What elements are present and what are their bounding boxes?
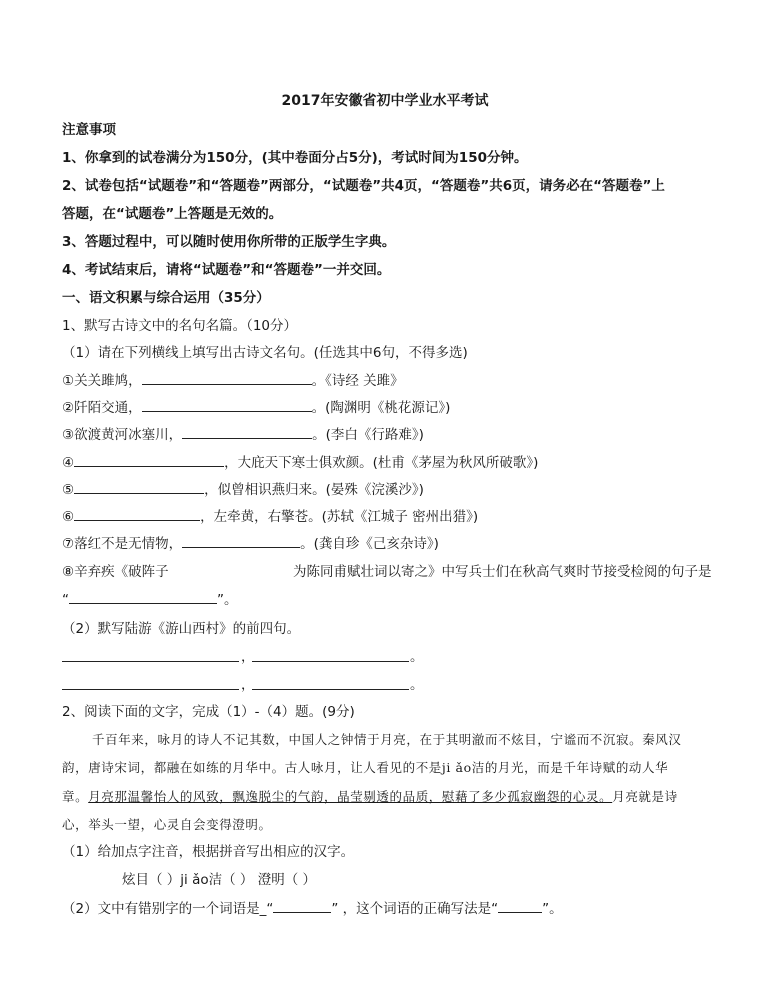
poem-line-2-pre: ②阡陌交通， xyxy=(62,400,142,416)
poem-line-2-post: 。(陶渊明《桃花源记》) xyxy=(311,400,451,416)
poem-line-5-post: ，似曾相识燕归来。(晏殊《浣溪沙》) xyxy=(204,482,424,498)
answer-blank-8[interactable] xyxy=(69,590,217,604)
question-1-part-2: （2）默写陆游《游山西村》的前四句。 xyxy=(62,621,301,637)
poem-line-3 xyxy=(62,425,424,444)
period-2: 。 xyxy=(410,677,424,693)
poem-line-5 xyxy=(62,480,424,499)
poem-line-2 xyxy=(62,398,450,417)
poem-line-7 xyxy=(62,534,439,553)
passage-line-4: 心，举头一望，心灵自会变得澄明。 xyxy=(62,817,272,832)
question-2-part-2-post: ”。 xyxy=(542,901,563,917)
poem-line-7-post: 。(龚自珍《己亥杂诗》) xyxy=(300,536,439,552)
poem-line-3-pre: ③欲渡黄河冰塞川， xyxy=(62,427,183,443)
poem-line-8-cont: 为陈同甫赋壮词以寄之》中写兵士们在秋高气爽时节接受检阅的句子是 xyxy=(293,564,712,580)
poem-line-1-pre: ①关关雎鸠， xyxy=(62,373,142,389)
answer-blank-1[interactable] xyxy=(142,371,312,385)
answer-blank-5[interactable] xyxy=(74,480,204,494)
notice-item-1: 1、你拿到的试卷满分为150分，(其中卷面分占5分)，考试时间为150分钟。 xyxy=(62,150,528,166)
passage-line-3-post: 月亮就是诗 xyxy=(612,789,678,804)
poem-line-6-pre: ⑥ xyxy=(62,509,75,525)
quote-open: “ xyxy=(62,592,69,608)
comma-2: ， xyxy=(241,677,255,693)
poem-line-7-pre: ⑦落红不是无情物， xyxy=(62,536,183,552)
question-2-part-2-pre: （2）文中有错别字的一个词语是_“ xyxy=(62,901,274,917)
poem-line-1-post: 。《诗经 关雎》 xyxy=(311,373,404,389)
poem-line-8: ⑧辛弃疾《破阵子 xyxy=(62,564,169,580)
question-2-part-2 xyxy=(62,899,563,918)
poem-line-5-pre: ⑤ xyxy=(62,482,75,498)
answer-line-1a[interactable] xyxy=(62,661,239,662)
notice-heading: 注意事项 xyxy=(62,122,116,138)
underlined-sentence: 月亮那温馨怡人的风致，飘逸脱尘的气韵，晶莹剔透的品质，慰藉了多少孤寂幽怨的心灵。 xyxy=(88,789,613,804)
poem-line-4-post: ，大庇天下寒士俱欢颜。(杜甫《茅屋为秋风所破歌》) xyxy=(224,455,539,471)
question-1-part-1: （1）请在下列横线上填写出古诗文名句。(任选其中6句，不得多选) xyxy=(62,345,468,361)
poem-line-4-pre: ④ xyxy=(62,455,75,471)
answer-blank-2[interactable] xyxy=(142,398,312,412)
answer-blank-correct-word[interactable] xyxy=(498,899,542,913)
answer-blank-6[interactable] xyxy=(74,507,200,521)
notice-item-3: 3、答题过程中，可以随时使用你所带的正版学生字典。 xyxy=(62,234,396,250)
comma-1: ， xyxy=(241,649,255,665)
poem-line-3-post: 。(李白《行路难》) xyxy=(312,427,424,443)
answer-line-1b[interactable] xyxy=(252,661,409,662)
answer-line-2b[interactable] xyxy=(252,689,409,690)
answer-blank-4[interactable] xyxy=(74,453,224,467)
page-title: 2017年安徽省初中学业水平考试 xyxy=(281,93,489,109)
notice-item-2b: 答题，在“试题卷”上答题是无效的。 xyxy=(62,206,283,222)
passage-line-3 xyxy=(62,788,678,806)
question-2-part-1: （1）给加点字注音，根据拼音写出相应的汉字。 xyxy=(62,844,355,860)
section-heading: 一、语文积累与综合运用（35分） xyxy=(62,290,270,306)
period-1: 。 xyxy=(410,649,424,665)
notice-item-2a: 2、试卷包括“试题卷”和“答题卷”两部分，“试题卷”共4页，“答题卷”共6页，请务必在“答题卷”上 xyxy=(62,178,665,194)
poem-line-6-post: ，左牵黄，右擎苍。(苏轼《江城子 密州出猎》) xyxy=(200,509,479,525)
passage-line-3-pre: 章。 xyxy=(62,789,89,804)
quote-close: ”。 xyxy=(217,592,238,608)
answer-blank-3[interactable] xyxy=(182,425,312,439)
poem-line-4 xyxy=(62,453,538,472)
question-2-part-2-mid: ” ，这个词语的正确写法是“ xyxy=(331,901,499,917)
poem-line-8-answer xyxy=(62,590,238,609)
answer-blank-7[interactable] xyxy=(182,534,300,548)
passage-line-1: 千百年来，咏月的诗人不记其数，中国人之钟情于月亮，在于其明澈而不炫目，宁谧而不沉寂。秦风汉 xyxy=(92,732,682,747)
answer-line-2a[interactable] xyxy=(62,689,239,690)
pinyin-row: 炫目（ ）ji ǎo洁（ ） 澄明（ ） xyxy=(122,872,316,888)
notice-item-4: 4、考试结束后，请将“试题卷”和“答题卷”一并交回。 xyxy=(62,262,391,278)
answer-blank-wrong-word[interactable] xyxy=(273,899,331,913)
question-1: 1、默写古诗文中的名句名篇。（10分） xyxy=(62,318,298,334)
passage-line-2: 韵，唐诗宋词，都融在如练的月华中。古人咏月，让人看见的不是ji ǎo洁的月光，而是千年诗赋的动人华 xyxy=(62,760,669,775)
poem-line-1 xyxy=(62,371,404,390)
poem-line-6 xyxy=(62,507,478,526)
question-2: 2、阅读下面的文字，完成（1）-（4）题。(9分) xyxy=(62,704,355,720)
